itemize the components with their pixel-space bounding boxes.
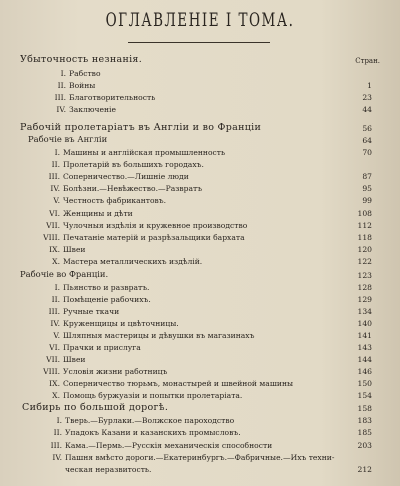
toc-entry xyxy=(36,232,245,243)
page-number: 99 xyxy=(362,196,372,206)
entry-number: V. xyxy=(53,196,60,206)
entry-number: V. xyxy=(53,331,60,340)
page-number: 212 xyxy=(357,465,372,475)
toc-entry xyxy=(36,378,293,389)
entry-text: Прачки и прислуга xyxy=(63,343,141,352)
page-number: 108 xyxy=(357,208,372,218)
page-number: 87 xyxy=(362,172,372,182)
entry-text: Ручные ткачи xyxy=(63,307,120,316)
entry-text: Условія жизни работницъ xyxy=(63,367,168,376)
entry-text: Соперничество тюрьмъ, монастырей и швейной машины xyxy=(63,379,294,388)
entry-text: Кама.—Пермь.—Русскія механическія способности xyxy=(65,440,273,450)
entry-text: Печатаніе матерій и разрѣзальщики бархата xyxy=(63,232,245,242)
toc-entry xyxy=(42,80,95,91)
entry-number: IV. xyxy=(52,452,62,462)
page-number: 129 xyxy=(357,295,372,304)
toc-entry xyxy=(42,68,101,79)
subsection-title: Рабочіе во Франціи. xyxy=(20,269,109,279)
page-number: 143 xyxy=(357,343,372,352)
toc-entry xyxy=(38,452,334,463)
page-number xyxy=(342,159,372,170)
page-number: 112 xyxy=(357,220,372,230)
entry-number: VI. xyxy=(49,208,60,218)
entry-number: III. xyxy=(54,93,66,102)
toc-entry xyxy=(36,294,151,305)
entry-text: Заключеніе xyxy=(69,105,116,114)
entry-text: Упадокъ Казани и казанскихъ промысловъ. xyxy=(65,428,241,438)
toc-entry xyxy=(38,464,151,475)
entry-number: IV. xyxy=(56,105,66,114)
toc-entry xyxy=(36,183,202,194)
page-number: 150 xyxy=(357,379,372,388)
pages-label: Стран. xyxy=(355,57,380,65)
toc-entry xyxy=(36,171,189,182)
page-number: 1 xyxy=(367,81,372,90)
entry-text: Круженщицы и цвѣточницы. xyxy=(63,319,179,328)
page-number: 203 xyxy=(357,440,372,450)
page-number: 185 xyxy=(357,428,372,438)
entry-text: Благотворительность xyxy=(69,93,156,102)
entry-number: IV. xyxy=(50,319,60,328)
toc-entry xyxy=(36,256,202,267)
entry-number: IV. xyxy=(50,184,60,194)
entry-number: II. xyxy=(57,81,66,90)
entry-text: Шляпныя мастерицы и дѣвушки въ магазинахъ xyxy=(63,331,255,340)
toc-entry xyxy=(42,104,116,115)
entry-number: II. xyxy=(53,428,62,438)
page-number: 120 xyxy=(357,244,372,254)
page-title: ОГЛАВЛЕНІЕ I ТОМА. xyxy=(105,10,295,32)
entry-text: Войны xyxy=(69,81,96,90)
entry-text: ческая неразвитость. xyxy=(65,465,152,475)
page-number: 44 xyxy=(362,105,372,114)
subsection-title: Рабочіе въ Англіи xyxy=(28,134,108,144)
page-number: 70 xyxy=(362,148,372,157)
entry-number: VI. xyxy=(49,343,60,352)
toc-entry xyxy=(36,195,166,206)
entry-number: VIII. xyxy=(43,367,60,376)
entry-text: Помѣщеніе рабочихъ. xyxy=(63,295,151,304)
entry-number: X. xyxy=(52,256,60,266)
entry-text: Женщины и дѣти xyxy=(63,208,133,218)
toc-entry xyxy=(38,415,234,426)
page-number: 128 xyxy=(357,283,372,292)
entry-text: Болѣзни.—Невѣжество.—Развратъ xyxy=(63,184,203,194)
page-number: 141 xyxy=(357,331,372,340)
page-number xyxy=(342,68,372,79)
page-number: 122 xyxy=(357,256,372,266)
entry-text: Пьянство и развратъ. xyxy=(63,283,150,292)
entry-number: IX. xyxy=(49,379,60,388)
entry-number: III. xyxy=(48,307,60,316)
entry-number: I. xyxy=(60,69,66,78)
page-number: 123 xyxy=(357,271,372,280)
toc-entry xyxy=(36,244,86,255)
toc-entry xyxy=(36,318,179,329)
toc-entry xyxy=(36,390,242,401)
page-number: 23 xyxy=(362,93,372,102)
entry-text: Тверь.—Бурлаки.—Волжское пароходство xyxy=(65,416,235,425)
toc-entry xyxy=(38,427,241,438)
entry-number: I. xyxy=(54,148,60,157)
page-number: 183 xyxy=(357,416,372,425)
section-title: Убыточность незнанія. xyxy=(20,54,143,65)
toc-entry xyxy=(36,159,204,170)
page-number: 140 xyxy=(357,319,372,328)
entry-number: VIII. xyxy=(43,232,60,242)
entry-number: X. xyxy=(52,391,60,400)
toc-entry xyxy=(36,220,247,231)
entry-number: IX. xyxy=(49,244,60,254)
page-number: 64 xyxy=(362,136,372,145)
entry-text: Честность фабрикантовъ. xyxy=(63,196,167,206)
toc-entry xyxy=(36,330,254,341)
entry-text: Чулочныя издѣлія и кружевное производство xyxy=(63,220,248,230)
page-number: 146 xyxy=(357,367,372,376)
toc-entry xyxy=(36,306,119,317)
page-number: 134 xyxy=(357,307,372,316)
toc-entry xyxy=(36,208,133,219)
entry-text: Пашня вмѣсто дороги.—Екатеринбургъ.—Фабричные.—Ихъ техни- xyxy=(65,452,335,462)
page-number: 95 xyxy=(362,184,372,194)
toc-entry xyxy=(36,366,167,377)
entry-text: Соперничество.—Лишніе люди xyxy=(63,172,189,182)
page-number xyxy=(342,452,372,463)
entry-number: II. xyxy=(51,295,60,304)
page-number: 118 xyxy=(357,232,372,242)
toc-entry xyxy=(38,440,272,451)
page-number: 158 xyxy=(357,404,372,413)
entry-number: VII. xyxy=(46,355,60,364)
title-rule xyxy=(128,42,270,43)
entry-text: Машины и англійская промышленность xyxy=(63,148,226,157)
page-number: 144 xyxy=(357,355,372,364)
entry-text: Швеи xyxy=(63,355,86,364)
toc-entry xyxy=(42,92,155,103)
toc-entry xyxy=(36,354,86,365)
toc-entry xyxy=(36,147,225,158)
entry-text: Мастера металлическихъ издѣлій. xyxy=(63,256,203,266)
section-title: Сибирь по большой дорогѣ. xyxy=(22,402,169,413)
entry-text: Помощь буржуазіи и попытки пролетаріата. xyxy=(63,391,243,400)
entry-text: Пролетарій въ большихъ городахъ. xyxy=(63,160,204,170)
entry-number: I. xyxy=(54,283,60,292)
entry-text: Рабство xyxy=(69,69,101,78)
page-number: 154 xyxy=(357,391,372,400)
entry-number: I. xyxy=(56,416,62,425)
section-title: Рабочій пролетаріатъ въ Англіи и во Франціи xyxy=(20,122,262,133)
entry-number: II. xyxy=(51,160,60,170)
page-number: 56 xyxy=(362,124,372,133)
entry-number: VII. xyxy=(46,220,60,230)
toc-entry xyxy=(36,342,141,353)
entry-number: III. xyxy=(48,172,60,182)
entry-text: Швеи xyxy=(63,244,86,254)
entry-number: III. xyxy=(50,440,62,450)
toc-entry xyxy=(36,282,149,293)
